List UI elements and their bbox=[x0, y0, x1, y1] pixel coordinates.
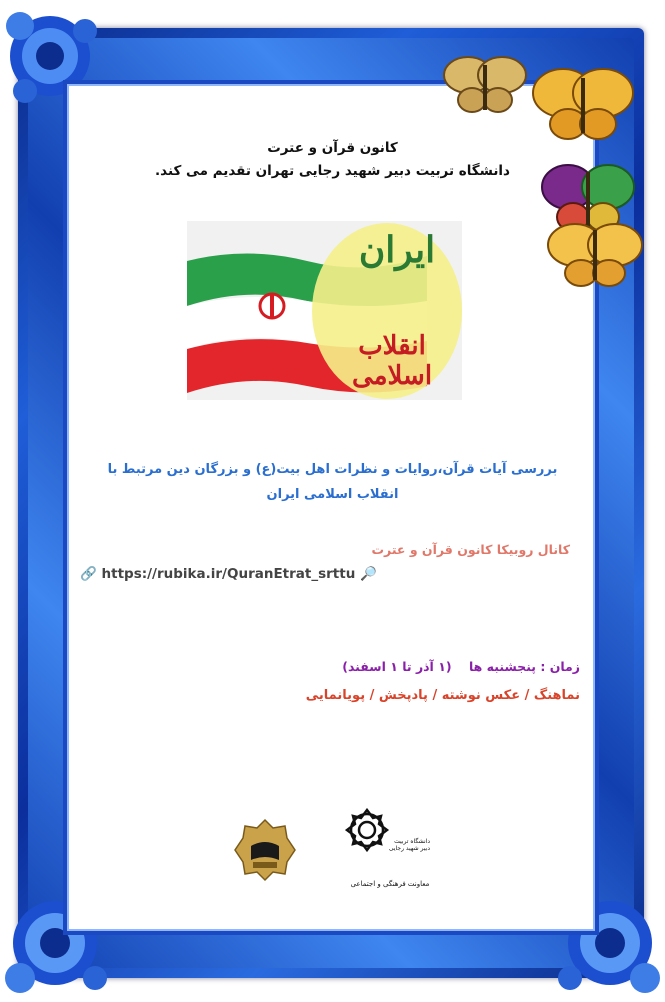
content-panel bbox=[63, 80, 599, 935]
butterfly-icon bbox=[528, 58, 638, 148]
channel-label: کانال روبیکا کانون قرآن و عترت bbox=[371, 542, 570, 557]
magnifier-icon: 🔎 bbox=[360, 566, 377, 582]
deputy-name: معاونت فرهنگی و اجتماعی bbox=[350, 880, 430, 888]
channel-url-link[interactable]: https://rubika.ir/QuranEtrat_srttu bbox=[101, 566, 356, 582]
schedule-time: زمان : پنجشنبه ها (۱ آذر تا ۱ اسفند) bbox=[342, 659, 580, 674]
university-name: دانشگاه تربیت دبیر شهید رجایی bbox=[388, 838, 430, 852]
content-formats: نماهنگ / عکس نوشته / پادپخش / پویانمایی bbox=[305, 688, 580, 703]
banner-title: ایران bbox=[358, 229, 436, 271]
banner-subtitle: انقلاب اسلامی bbox=[351, 331, 433, 391]
presenter-line: دانشگاه تربیت دبیر شهید رجایی تهران تقدیم می کند. bbox=[155, 163, 510, 179]
butterfly-icon bbox=[545, 215, 645, 295]
description-line-1: بررسی آیات قرآن،روایات و نظرات اهل بیت(ع) و بزرگان دین مرتبط با bbox=[107, 462, 558, 477]
channel-link-row bbox=[80, 566, 377, 582]
quran-etrat-logo bbox=[233, 818, 297, 882]
description-line-2: انقلاب اسلامی ایران bbox=[266, 487, 399, 502]
organization-title: کانون قرآن و عترت bbox=[267, 140, 398, 156]
butterfly-icon bbox=[440, 50, 530, 120]
iran-revolution-banner bbox=[187, 221, 462, 400]
link-icon: 🔗 bbox=[80, 566, 97, 582]
